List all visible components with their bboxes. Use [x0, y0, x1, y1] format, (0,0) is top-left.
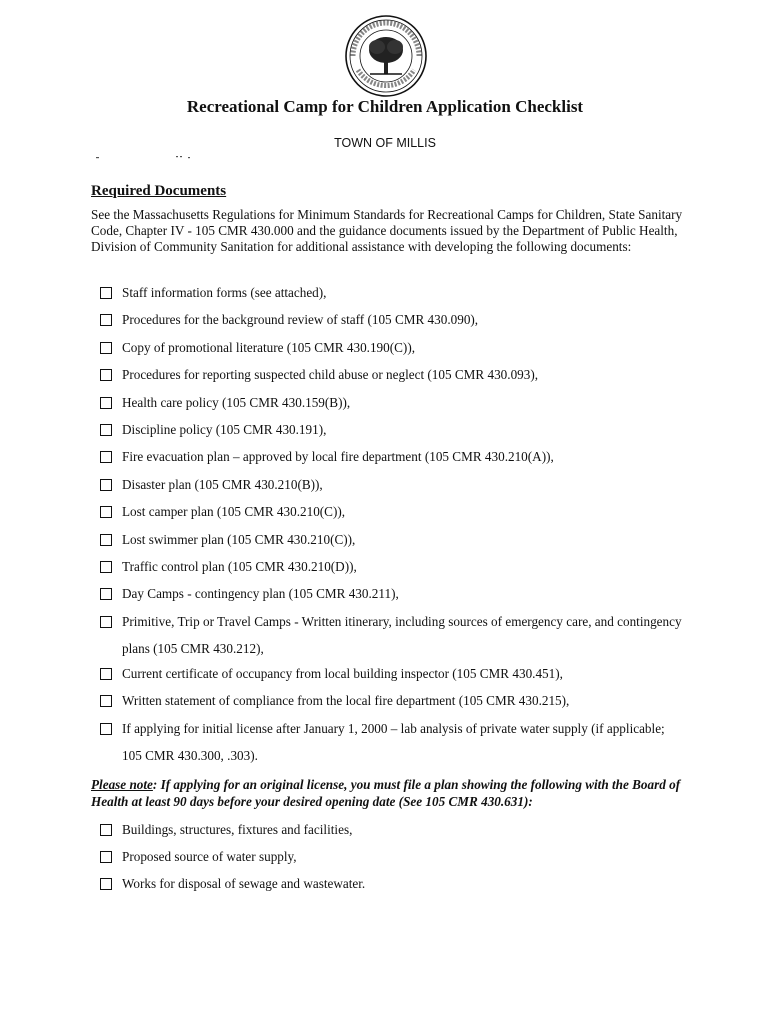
note-text: : If applying for an original license, you must file a plan showing the following with the Board of Health at least 90 days before your desired opening date (See 105 CMR 430.631):	[91, 777, 681, 809]
checkbox[interactable]	[100, 616, 112, 628]
checklist-item-text: Proposed source of water supply,	[122, 849, 297, 864]
checklist-item-text: Written statement of compliance from the local fire department (105 CMR 430.215),	[122, 693, 570, 708]
checkbox[interactable]	[100, 287, 112, 299]
checkbox[interactable]	[100, 668, 112, 680]
checkbox[interactable]	[100, 369, 112, 381]
checklist-item-text: Copy of promotional literature (105 CMR 430.190(C)),	[122, 340, 416, 355]
checklist-item-text: Current certificate of occupancy from local building inspector (105 CMR 430.451),	[122, 666, 563, 681]
note-label: Please note	[91, 777, 153, 792]
page-title: Recreational Camp for Children Application Checklist	[186, 97, 584, 116]
checklist-item-text: Fire evacuation plan – approved by local fire department (105 CMR 430.210(A)),	[122, 449, 554, 464]
checklist-item-text: Discipline policy (105 CMR 430.191),	[122, 422, 327, 437]
checkbox[interactable]	[100, 451, 112, 463]
checkbox[interactable]	[100, 397, 112, 409]
town-name: TOWN OF MILLIS	[334, 136, 436, 150]
intro-paragraph: See the Massachusetts Regulations for Minimum Standards for Recreational Camps for Children, State Sanitary Code, Chapter IV - 105 CMR 430.000 and the guidance documents issued by the Department of Public Health, Division of Community Sanitation for additional assistance with developing the following documents:	[91, 207, 683, 255]
checklist-item-text: Staff information forms (see attached),	[122, 285, 327, 300]
checklist-item-text: Primitive, Trip or Travel Camps - Written itinerary, including sources of emergency care, and contingency plans (105 CMR 430.212),	[122, 614, 682, 656]
please-note-paragraph	[91, 777, 691, 810]
checkbox[interactable]	[100, 561, 112, 573]
checkbox[interactable]	[100, 695, 112, 707]
checklist-item-text: Traffic control plan (105 CMR 430.210(D)),	[122, 559, 357, 574]
checkbox[interactable]	[100, 314, 112, 326]
checklist-item-text: Disaster plan (105 CMR 430.210(B)),	[122, 477, 323, 492]
checklist-item-text: Works for disposal of sewage and wastewater.	[122, 876, 366, 891]
checkbox[interactable]	[100, 723, 112, 735]
town-seal-logo	[344, 14, 428, 98]
checkbox[interactable]	[100, 534, 112, 546]
checkbox[interactable]	[100, 479, 112, 491]
checkbox[interactable]	[100, 878, 112, 890]
faint-marks	[96, 154, 216, 160]
checkbox[interactable]	[100, 342, 112, 354]
checklist-item-text: Lost swimmer plan (105 CMR 430.210(C)),	[122, 532, 356, 547]
checklist-item-text: Buildings, structures, fixtures and facilities,	[122, 822, 353, 837]
checkbox[interactable]	[100, 506, 112, 518]
checkbox[interactable]	[100, 851, 112, 863]
checkbox[interactable]	[100, 824, 112, 836]
checklist-item-text: Day Camps - contingency plan (105 CMR 430.211),	[122, 586, 399, 601]
checklist-item-text: Procedures for reporting suspected child abuse or neglect (105 CMR 430.093),	[122, 367, 539, 382]
checkbox[interactable]	[100, 588, 112, 600]
checklist-item-text: Health care policy (105 CMR 430.159(B)),	[122, 395, 351, 410]
section-heading: Required Documents	[91, 183, 227, 199]
checklist-item-text: If applying for initial license after January 1, 2000 – lab analysis of private water supply (if applicable; 105 CMR 430.300, .303).	[122, 721, 665, 763]
checklist-item-text: Lost camper plan (105 CMR 430.210(C)),	[122, 504, 346, 519]
checklist-item-text: Procedures for the background review of staff (105 CMR 430.090),	[122, 312, 479, 327]
checkbox[interactable]	[100, 424, 112, 436]
